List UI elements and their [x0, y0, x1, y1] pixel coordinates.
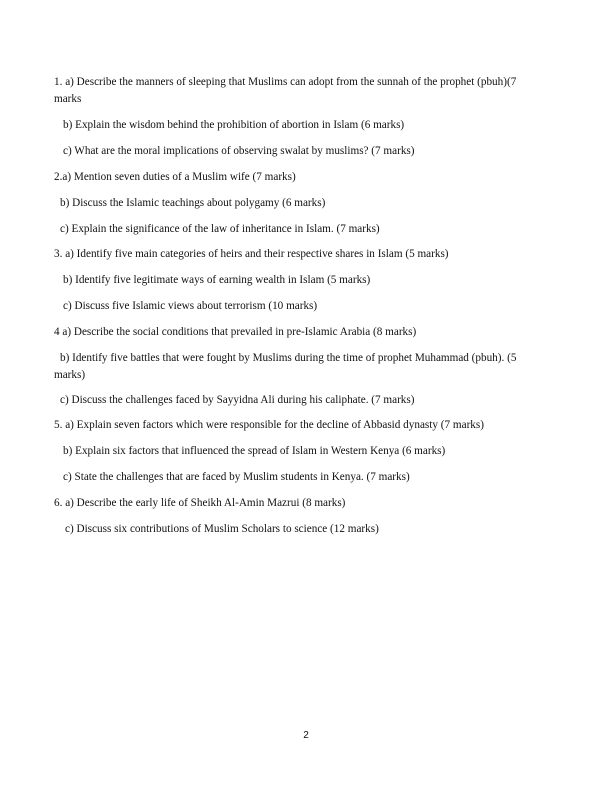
- question-4a: 4 a) Describe the social conditions that prevailed in pre-Islamic Arabia (8 marks): [54, 326, 417, 338]
- question-1a: 1. a) Describe the manners of sleeping that Muslims can adopt from the sunnah of the prophet (pbuh)(7 marks: [54, 76, 517, 105]
- question-3b: b) Identify five legitimate ways of earning wealth in Islam (5 marks): [63, 274, 371, 286]
- question-1b: b) Explain the wisdom behind the prohibition of abortion in Islam (6 marks): [63, 119, 405, 131]
- question-4b: b) Identify five battles that were fought by Muslims during the time of prophet Muhammad (pbuh). (5 marks): [54, 352, 517, 381]
- page-number: 2: [303, 730, 309, 741]
- question-2c: c) Explain the significance of the law of inheritance in Islam. (7 marks): [60, 223, 380, 235]
- question-4c: c) Discuss the challenges faced by Sayyidna Ali during his caliphate. (7 marks): [60, 394, 415, 406]
- question-5a: 5. a) Explain seven factors which were responsible for the decline of Abbasid dynasty (7 marks): [54, 419, 484, 431]
- question-6c: c) Discuss six contributions of Muslim Scholars to science (12 marks): [65, 523, 379, 535]
- question-3c: c) Discuss five Islamic views about terrorism (10 marks): [63, 300, 318, 312]
- question-2a: 2.a) Mention seven duties of a Muslim wife (7 marks): [54, 171, 296, 183]
- question-5c: c) State the challenges that are faced by Muslim students in Kenya. (7 marks): [63, 471, 410, 483]
- question-3a: 3. a) Identify five main categories of heirs and their respective shares in Islam (5 marks): [54, 248, 449, 260]
- question-2b: b) Discuss the Islamic teachings about polygamy (6 marks): [60, 197, 326, 209]
- question-6a: 6. a) Describe the early life of Sheikh Al-Amin Mazrui (8 marks): [54, 497, 346, 509]
- question-5b: b) Explain six factors that influenced the spread of Islam in Western Kenya (6 marks): [63, 445, 446, 457]
- question-1c: c) What are the moral implications of observing swalat by muslims? (7 marks): [63, 145, 415, 157]
